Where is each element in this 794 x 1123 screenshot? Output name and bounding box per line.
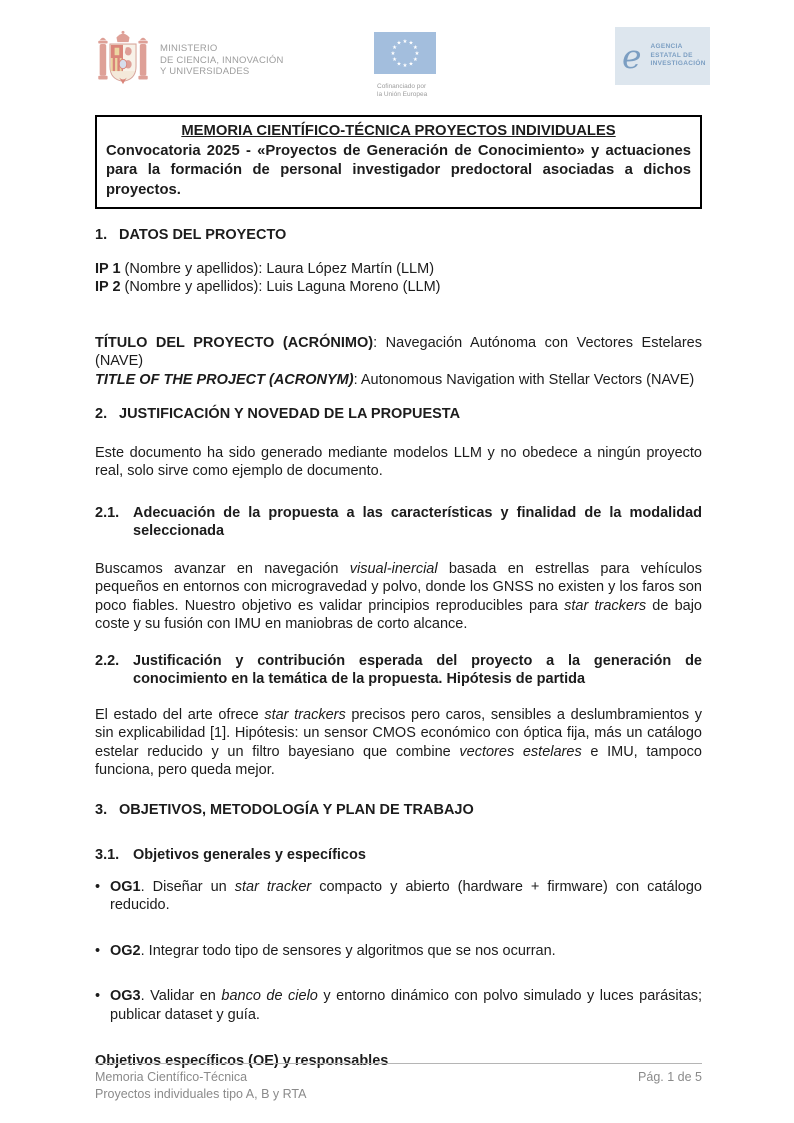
og3-label: OG3 [110, 988, 141, 1004]
text-run: basada en estrellas para vehículos pequeños en entornos con microgravedad y polvo, donde los GNSS no existen y los faros son poco fiables. Nuestro objetivo es validar principios reproducibles para [95, 560, 702, 614]
svg-text:★: ★ [412, 45, 418, 51]
footer-page-number: Pág. 1 de 5 [638, 1070, 702, 1084]
aei-e-icon: e [622, 36, 642, 76]
heading-number: 3.1. [95, 847, 120, 863]
paragraph-2-1 [95, 560, 702, 634]
heading-number: 1. [95, 227, 108, 243]
heading-3-1 [95, 846, 702, 865]
eu-caption [373, 83, 437, 99]
paragraph-2-2 [95, 706, 702, 780]
coat-of-arms-icon [95, 29, 151, 92]
svg-text:★: ★ [414, 51, 420, 57]
ministry-line: Y UNIVERSIDADES [160, 66, 250, 78]
aei-logo [615, 27, 710, 85]
svg-text:★: ★ [392, 57, 398, 63]
bullet-icon: • [95, 988, 101, 1004]
og1-label: OG1 [110, 878, 141, 895]
heading-2-1 [95, 504, 702, 541]
page-header [95, 27, 710, 98]
aei-bar-icon [641, 44, 645, 74]
document-body [95, 115, 702, 1071]
aei-line: AGENCIA [650, 43, 683, 51]
heading-2-2 [95, 652, 702, 689]
text-run: y entorno dinámico con polvo simulado y luces parásitas; publicar dataset y guía. [110, 988, 703, 1023]
ip2-label: IP 2 [95, 279, 121, 295]
text-run: de bajo coste y su fusión con IMU en maniobras de corto alcance. [95, 597, 702, 632]
heading-number: 2.1. [95, 504, 120, 521]
footer-left [95, 1069, 306, 1102]
text-run: . Integrar todo tipo de sensores y algoritmos que se nos ocurran. [140, 942, 556, 959]
text-run-italic: vectores estelares [459, 743, 582, 760]
project-title-label-es: TÍTULO DEL PROYECTO (ACRÓNIMO) [95, 334, 374, 351]
heading-text: DATOS DEL PROYECTO [119, 227, 287, 243]
svg-text:★: ★ [408, 40, 414, 47]
project-title-paragraph [95, 334, 702, 390]
ministry-logo [95, 29, 284, 92]
eu-flag-icon [374, 39, 436, 78]
footer-doc-subtitle: Proyectos individuales tipo A, B y RTA [95, 1086, 307, 1101]
paragraph-disclaimer: Este documento ha sido generado mediante modelos LLM y no obedece a ningún proyecto real, solo sirve como ejemplo de documento. [95, 444, 702, 479]
text-run: El estado del arte ofrece [95, 706, 265, 723]
project-title-label-en: TITLE OF THE PROJECT (ACRONYM) [95, 371, 354, 388]
text-run: Buscamos avanzar en navegación [95, 560, 350, 577]
heading-text: Adecuación de la propuesta a las características y finalidad de la modalidad seleccionada [133, 504, 702, 539]
ministry-wordmark [160, 43, 284, 78]
svg-text:★: ★ [412, 57, 418, 63]
text-run: precisos pero caros, sensibles a deslumbramientos y sin explicabilidad [1]. Hipótesis: un sensor CMOS económico con óptica fija, más un catálogo estelar reducido y un filtro bayesiano que combine [95, 706, 703, 760]
title-box [95, 115, 702, 209]
heading-text: Objetivos generales y específicos [133, 847, 366, 863]
svg-text:★: ★ [402, 39, 408, 45]
svg-text:★: ★ [396, 61, 402, 68]
bullet-icon: • [95, 942, 101, 959]
text-run-italic: star trackers [264, 706, 346, 723]
text-run: . Diseñar un [140, 878, 235, 895]
objective-og3 [95, 987, 702, 1024]
heading-text: OBJETIVOS, METODOLOGÍA Y PLAN DE TRABAJO [119, 801, 474, 818]
ip2-value: (Nombre y apellidos): Luis Laguna Moreno (LLM) [120, 279, 441, 295]
heading-text: Justificación y contribución esperada del proyecto a la generación de conocimiento en la temática de la propuesta. Hipótesis de partida [133, 652, 702, 687]
heading-1-datos [95, 226, 702, 245]
aei-line: ESTATAL DE [650, 51, 693, 59]
og2-label: OG2 [110, 942, 141, 959]
text-run-italic: star trackers [564, 597, 647, 614]
objective-og1-text [110, 878, 702, 915]
objective-og1 [95, 878, 702, 915]
ip1-label: IP 1 [95, 260, 121, 277]
aei-line: INVESTIGACIÓN [650, 60, 706, 68]
bullet-icon: • [95, 878, 101, 895]
heading-number: 3. [95, 801, 108, 818]
aei-wordmark [651, 43, 706, 69]
ip1-value: (Nombre y apellidos): Laura López Martín (LLM) [120, 260, 435, 277]
svg-text:★: ★ [408, 61, 414, 68]
objective-og3-text [110, 987, 702, 1024]
ministry-line: DE CIENCIA, INNOVACIÓN [160, 54, 284, 66]
svg-text:★: ★ [396, 40, 402, 47]
footer-doc-title: Memoria Científico-Técnica [95, 1070, 248, 1084]
heading-2-justificacion [95, 405, 702, 424]
heading-3-objetivos [95, 801, 702, 820]
project-title-en: : Autonomous Navigation with Stellar Vectors (NAVE) [353, 371, 695, 388]
svg-text:★: ★ [392, 45, 398, 51]
objective-og2-text [110, 942, 702, 961]
oe-subheading: Objetivos específicos (OE) y responsables [95, 1053, 389, 1069]
ip-block [95, 260, 702, 297]
text-run-italic: visual-inercial [349, 560, 438, 577]
ip1-line [95, 260, 702, 279]
text-run-italic: star tracker [234, 878, 312, 895]
ip2-line [95, 278, 702, 297]
text-run: compacto y abierto (hardware + firmware) con catálogo reducido. [110, 878, 702, 913]
svg-text:★: ★ [390, 51, 396, 57]
ministry-line: MINISTERIO [160, 43, 218, 55]
eu-caption-line: Cofinanciado por [377, 83, 427, 90]
text-run-italic: banco de cielo [221, 988, 318, 1004]
svg-text:★: ★ [402, 63, 408, 69]
objective-og2 [95, 942, 702, 961]
heading-number: 2. [95, 406, 108, 422]
eu-logo [373, 32, 437, 99]
text-run: e IMU, tampoco funciona, pero queda mejor. [95, 743, 703, 778]
text-run: . Validar en [140, 988, 222, 1004]
page-footer [95, 1063, 702, 1102]
project-title-es: : Navegación Autónoma con Vectores Estelares (NAVE) [95, 334, 702, 369]
convocatoria-subtitle: Convocatoria 2025 - «Proyectos de Generación de Conocimiento» y actuaciones para la formación de personal investigador predoctoral asociadas a dichos proyectos. [106, 142, 691, 198]
eu-caption-line: la Unión Europea [377, 91, 428, 98]
heading-text: JUSTIFICACIÓN Y NOVEDAD DE LA PROPUESTA [119, 406, 461, 422]
heading-number: 2.2. [95, 652, 120, 669]
memoria-title: MEMORIA CIENTÍFICO-TÉCNICA PROYECTOS INDIVIDUALES [181, 123, 616, 139]
